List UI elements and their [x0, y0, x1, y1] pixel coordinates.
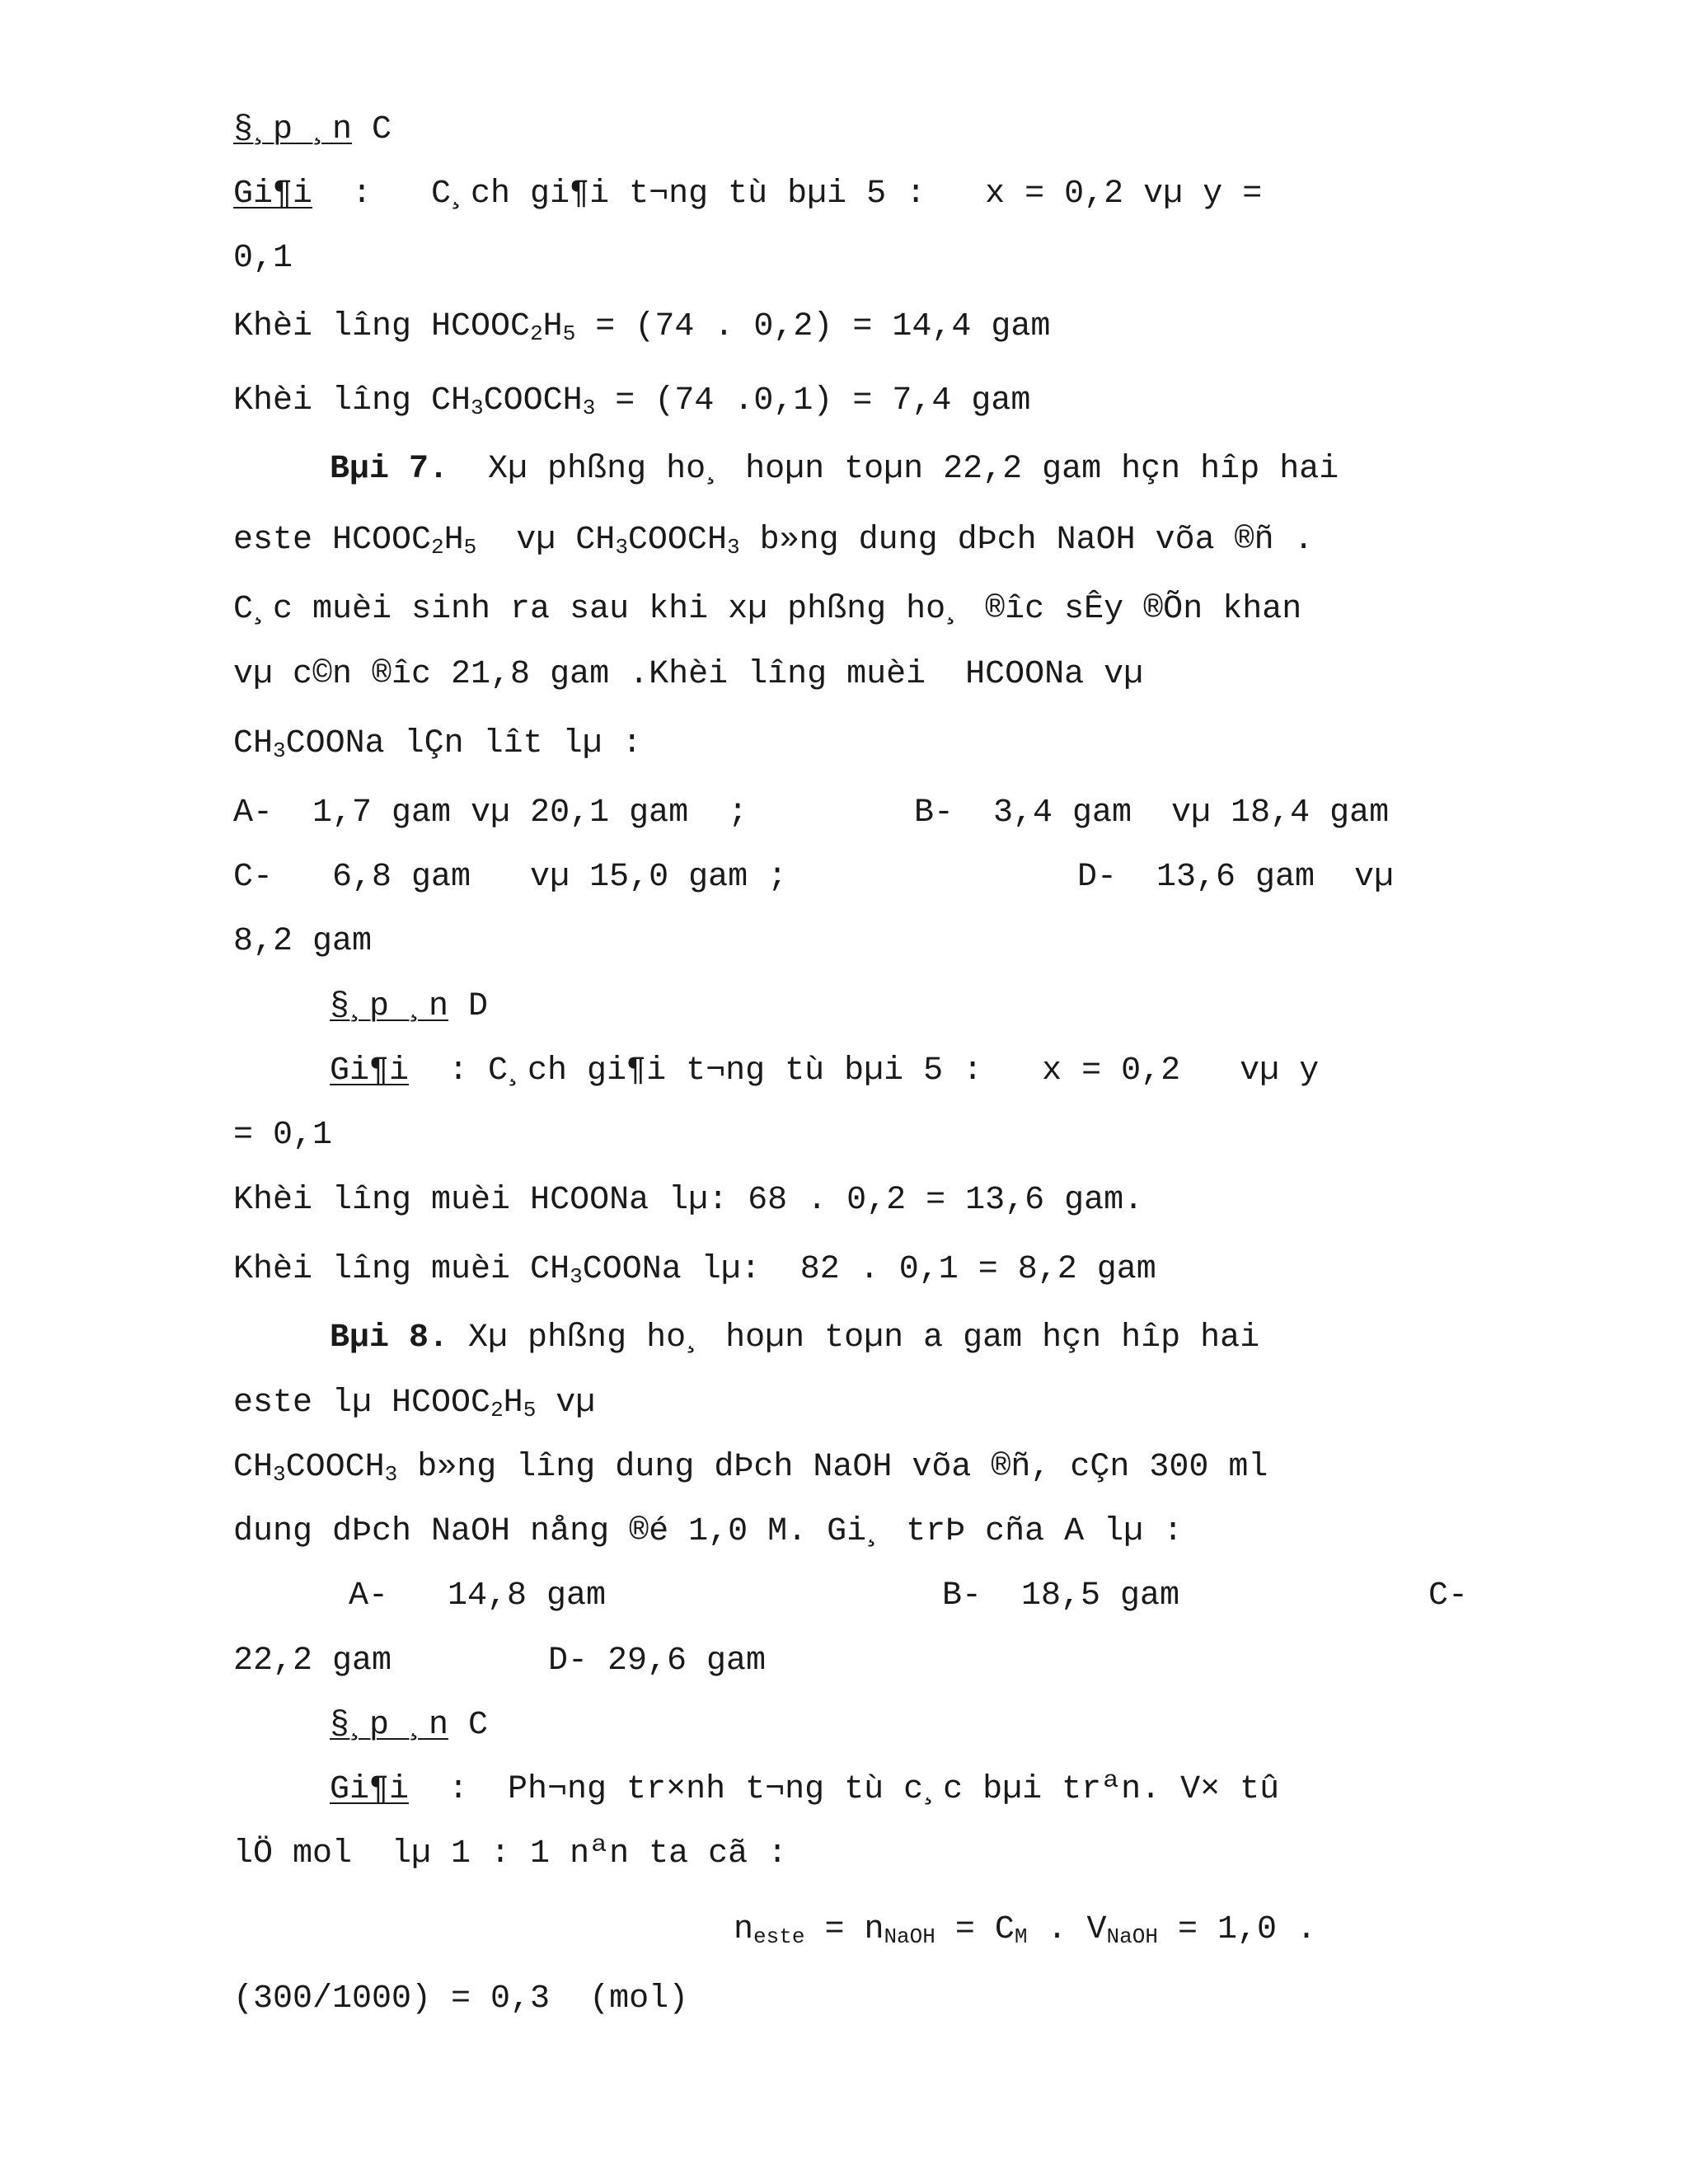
- text-line: vµ c©n ®îc 21,8 gam .Khèi lîng muèi HCOONa vµ: [233, 656, 1144, 693]
- text-line: = 0,1: [233, 1117, 333, 1154]
- text-line: Khèi lîng muèi HCOONa lµ: 68 . 0,2 = 13,6 gam.: [233, 1182, 1144, 1219]
- problem-7-text: Xµ phßng ho¸ hoµn toµn 22,2 gam hçn hîp hai: [448, 451, 1339, 488]
- options-line: [233, 858, 1568, 898]
- answer-line-3: [330, 1706, 488, 1746]
- solution-text: : C¸ch gi¶i t¬ng tù bµi 5 : x = 0,2 vµ y: [409, 1052, 1320, 1090]
- option-c-value: 22,2 gam: [233, 1643, 392, 1680]
- text-line: 0,1: [233, 240, 293, 277]
- option-a: A- 14,8 gam: [349, 1577, 607, 1615]
- solution-line-3: [330, 1770, 1279, 1810]
- text-line: $CH_3COONa$ lÇn lît lµ :: [233, 725, 642, 763]
- text-line: Khèi lîng $CH_3COOCH_3 = (74$ .0,1) = 7,4 gam: [233, 382, 1031, 420]
- text-line: C¸c muèi sinh ra sau khi xµ phßng ho¸ ®îc sÊy ®Õn khan: [233, 591, 1302, 628]
- text-line: Khèi lîng $HCOOC_2H_5 = (74$ . 0,2) = 14,4 gam: [233, 308, 1051, 346]
- text-line: lÖ mol lµ 1 : 1 nªn ta cã :: [233, 1835, 788, 1872]
- solution-text: : Ph¬ng tr×nh t¬ng tù c¸c bµi trªn. V× tû: [409, 1771, 1280, 1808]
- problem-8-label: Bµi 8.: [330, 1319, 449, 1357]
- answer-label: §¸p ¸n: [233, 111, 353, 148]
- option-c: C- 6,8 gam vµ 15,0 gam ;: [233, 859, 788, 896]
- option-d: D- 29,6 gam: [548, 1643, 767, 1680]
- solution-label: Gi¶i: [233, 176, 313, 213]
- option-b: B- 3,4 gam vµ 18,4 gam: [914, 794, 1390, 832]
- problem-7-heading: [330, 450, 1339, 490]
- text-line: (300/1000) = 0,3 (mol): [233, 1980, 689, 2018]
- text-line: 8,2 gam: [233, 923, 373, 960]
- problem-7-label: Bµi 7.: [330, 451, 449, 488]
- option-a: A- 1,7 gam vµ 20,1 gam ;: [233, 794, 748, 832]
- text-line: $CH_3COOCH_3$ b»ng lîng dung dÞch NaOH võa ®ñ, cÇn 300 ml: [233, 1449, 1268, 1487]
- text-line: este $HCOOC_2H_5$ vµ $CH_3COOCH_3$ b»ng dung dÞch NaOH võa ®ñ .: [233, 522, 1314, 560]
- answer-line-2: [330, 987, 488, 1027]
- option-d: D- 13,6 gam vµ: [1077, 859, 1395, 896]
- solution-text: : C¸ch gi¶i t¬ng tù bµi 5 : x = 0,2 vµ y =: [312, 176, 1263, 213]
- answer-label: §¸p ¸n: [330, 988, 449, 1025]
- problem-8-text: Xµ phßng ho¸ hoµn toµn a gam hçn hîp hai: [448, 1319, 1260, 1357]
- answer-value: C: [468, 1707, 489, 1744]
- options-line: [233, 794, 1568, 833]
- answer-value: C: [372, 111, 392, 148]
- solution-line-2: [330, 1052, 1319, 1091]
- text-line: Khèi lîng muèi $CH_3COONa$ lµ: 82 . 0,1 = 8,2 gam: [233, 1251, 1156, 1289]
- solution-label: Gi¶i: [330, 1771, 410, 1808]
- solution-line-1: [233, 175, 1262, 214]
- solution-label: Gi¶i: [330, 1052, 410, 1090]
- answer-line-1: [233, 110, 392, 150]
- options-line: [233, 1577, 1568, 1616]
- option-b: B- 18,5 gam: [942, 1577, 1180, 1615]
- answer-value: D: [468, 988, 489, 1025]
- option-c: C-: [1428, 1577, 1469, 1615]
- formula-line: $n_{este} = n_{NaOH} = C_M$ . $V_{NaOH} = 1,0$ .: [734, 1911, 1316, 1949]
- text-line: dung dÞch NaOH nång ®é 1,0 M. Gi¸ trÞ cña A lµ :: [233, 1513, 1184, 1550]
- problem-8-heading: [330, 1319, 1259, 1358]
- options-line: [233, 1642, 1568, 1681]
- answer-label: §¸p ¸n: [330, 1707, 449, 1744]
- text-line: este lµ $HCOOC_2H_5$ vµ: [233, 1385, 596, 1422]
